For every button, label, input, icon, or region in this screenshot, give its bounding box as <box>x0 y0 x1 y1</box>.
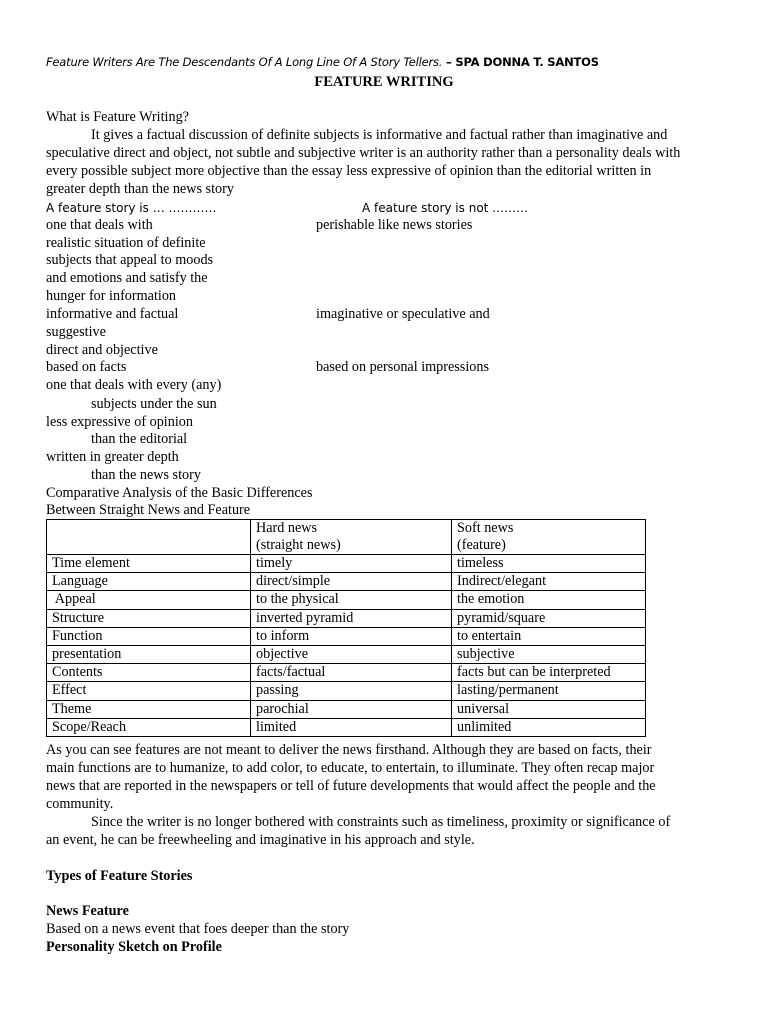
table-row <box>47 664 646 682</box>
soft-news-cell: unlimited <box>452 718 646 736</box>
table-row <box>47 627 646 645</box>
is-list-line: one that deals with every (any) <box>46 377 222 393</box>
row-label: Contents <box>47 664 251 682</box>
feature-is-heading: A feature story is … ………… <box>46 201 217 215</box>
feature-is-not-heading: A feature story is not ……… <box>362 201 529 215</box>
table-row <box>47 645 646 663</box>
hard-news-cell: objective <box>251 645 452 663</box>
is-list-line: subjects under the sun <box>91 396 217 412</box>
table-row <box>47 555 646 573</box>
body-paragraph-line: community. <box>46 796 114 812</box>
soft-news-cell: the emotion <box>452 591 646 609</box>
hard-news-cell: inverted pyramid <box>251 609 452 627</box>
analysis-heading-line: Comparative Analysis of the Basic Differences <box>46 485 313 501</box>
hard-news-cell: parochial <box>251 700 452 718</box>
epigraph-author: – SPA DONNA T. SANTOS <box>442 55 599 69</box>
soft-news-cell: pyramid/square <box>452 609 646 627</box>
body-paragraph-line: main functions are to humanize, to add color, to educate, to entertain, to illuminate. They often recap major <box>46 760 655 776</box>
row-label: Scope/Reach <box>47 718 251 736</box>
row-label: Function <box>47 627 251 645</box>
intro-paragraph-line: greater depth than the news story <box>46 181 234 197</box>
is-list-line: realistic situation of definite <box>46 235 206 251</box>
is-not-item: based on personal impressions <box>316 359 489 375</box>
row-label: Structure <box>47 609 251 627</box>
hard-news-cell: direct/simple <box>251 573 452 591</box>
row-label: Effect <box>47 682 251 700</box>
table-header-cell-hard-news <box>251 520 452 555</box>
is-list-line: than the news story <box>91 467 201 483</box>
soft-news-cell: to entertain <box>452 627 646 645</box>
row-label: Theme <box>47 700 251 718</box>
is-list-line: direct and objective <box>46 342 158 358</box>
page-title: FEATURE WRITING <box>314 74 454 90</box>
table-row <box>47 591 646 609</box>
news-feature-text: Based on a news event that foes deeper than the story <box>46 921 350 937</box>
body-paragraph-line: news that are reported in the newspapers or tell of future developments that would affect the people and the <box>46 778 656 794</box>
is-list-line: hunger for information <box>46 288 177 304</box>
row-label: Language <box>47 573 251 591</box>
soft-news-cell: Indirect/elegant <box>452 573 646 591</box>
epigraph <box>46 53 599 71</box>
body-paragraph-line: an event, he can be freewheeling and imaginative in his approach and style. <box>46 832 475 848</box>
soft-news-cell: facts but can be interpreted <box>452 664 646 682</box>
is-list-line: one that deals with <box>46 217 153 233</box>
body-paragraph-line: As you can see features are not meant to deliver the news firsthand. Although they are based on facts, their <box>46 742 652 758</box>
comparison-table <box>46 519 646 737</box>
is-list-line: subjects that appeal to moods <box>46 252 214 268</box>
row-label: Time element <box>47 555 251 573</box>
is-list-line: less expressive of opinion <box>46 414 193 430</box>
table-row <box>47 718 646 736</box>
is-list-line: and emotions and satisfy the <box>46 270 208 286</box>
hard-news-cell: to inform <box>251 627 452 645</box>
analysis-heading-line: Between Straight News and Feature <box>46 502 251 518</box>
epigraph-quote: Feature Writers Are The Descendants Of A Long Line Of A Story Tellers. <box>46 55 443 69</box>
is-list-line: informative and factual <box>46 306 179 322</box>
hard-news-cell: limited <box>251 718 452 736</box>
is-list-line: written in greater depth <box>46 449 179 465</box>
is-list-line: based on facts <box>46 359 127 375</box>
row-label: Appeal <box>47 591 251 609</box>
table-row <box>47 682 646 700</box>
news-feature-heading: News Feature <box>46 903 129 919</box>
soft-news-sublabel: (feature) <box>457 537 506 553</box>
intro-paragraph-line: speculative direct and object, not subtle and subjective writer is an authority rather than a personality deals with <box>46 145 681 161</box>
hard-news-cell: facts/factual <box>251 664 452 682</box>
is-list-line: suggestive <box>46 324 106 340</box>
body-paragraph-line: Since the writer is no longer bothered with constraints such as timeliness, proximity or significance of <box>91 814 671 830</box>
intro-paragraph-line: It gives a factual discussion of definite subjects is informative and factual rather than imaginative and <box>91 127 668 143</box>
table-header-cell-empty <box>47 520 251 555</box>
table-row <box>47 573 646 591</box>
hard-news-cell: timely <box>251 555 452 573</box>
hard-news-cell: to the physical <box>251 591 452 609</box>
is-list-line: than the editorial <box>91 431 188 447</box>
intro-question: What is Feature Writing? <box>46 109 189 125</box>
hard-news-cell: passing <box>251 682 452 700</box>
is-not-item: perishable like news stories <box>316 217 473 233</box>
row-label: presentation <box>47 645 251 663</box>
soft-news-cell: universal <box>452 700 646 718</box>
table-header-row <box>47 520 646 555</box>
soft-news-cell: lasting/permanent <box>452 682 646 700</box>
personality-sketch-heading: Personality Sketch on Profile <box>46 939 222 955</box>
soft-news-cell: timeless <box>452 555 646 573</box>
types-heading: Types of Feature Stories <box>46 868 193 884</box>
hard-news-label: Hard news <box>256 520 318 536</box>
table-row <box>47 700 646 718</box>
table-header-cell-soft-news <box>452 520 646 555</box>
soft-news-label: Soft news <box>457 520 514 536</box>
intro-paragraph-line: every possible subject more objective than the essay less expressive of opinion than the editorial written in <box>46 163 652 179</box>
table-row <box>47 609 646 627</box>
soft-news-cell: subjective <box>452 645 646 663</box>
is-not-item: imaginative or speculative and <box>316 306 490 322</box>
hard-news-sublabel: (straight news) <box>256 537 341 553</box>
